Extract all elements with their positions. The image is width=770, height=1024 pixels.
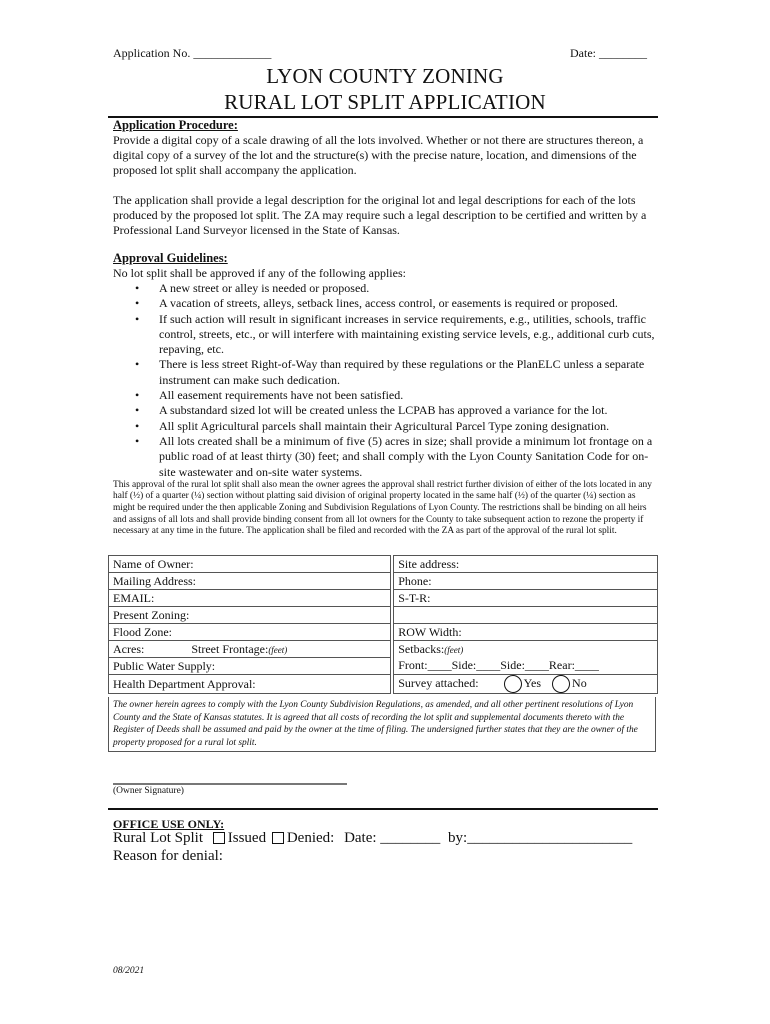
office-date-field[interactable]: Date: ________ (344, 830, 441, 846)
survey-no-option[interactable] (552, 676, 587, 690)
header-date: Date: ________ (570, 46, 647, 60)
setbacks-label: Setbacks: (398, 642, 445, 656)
setbacks-unit: (feet) (444, 645, 464, 655)
procedure-heading: Application Procedure: (113, 118, 238, 132)
no-label: No (572, 675, 587, 690)
survey-yes-option[interactable] (504, 676, 541, 690)
owner-name-field[interactable]: Name of Owner: (109, 556, 391, 573)
office-by-field[interactable]: by:______________________ (448, 830, 633, 846)
list-item: • A substandard sized lot will be created unless the LCPAB has approved a variance for the lot. (113, 403, 658, 418)
denied-checkbox[interactable] (272, 832, 284, 844)
list-item: • A vacation of streets, alleys, setback lines, access control, or easements is required or proposed. (113, 296, 658, 311)
email-field[interactable]: EMAIL: (109, 590, 391, 607)
procedure-paragraph-1: Provide a digital copy of a scale drawing of all the lots involved. Whether or not there are structures thereon, a digital copy of a survey of the lot and the structure(s) with the precise nature, location, and dimensions of the proposed lot split shall accompany the application. (113, 133, 644, 177)
list-item: • A new street or alley is needed or proposed. (113, 281, 658, 296)
flood-zone-field[interactable]: Flood Zone: (109, 624, 391, 641)
present-zoning-field[interactable]: Present Zoning: (109, 607, 391, 624)
guidelines-list (113, 281, 658, 480)
list-item: • All lots created shall be a minimum of five (5) acres in size; shall provide a minimum lot frontage on a public road of at least thirty (30) feet; and shall comply with the Lyon County Sanitation Code for on-site wastewater and on-site water systems. (113, 434, 658, 480)
reason-for-denial-label: Reason for denial: (113, 848, 223, 864)
page-title: LYON COUNTY ZONING (266, 64, 504, 88)
health-dept-field[interactable]: Health Department Approval: (109, 675, 391, 694)
agreement-statement: The owner herein agrees to comply with the Lyon County Subdivision Regulations, as amended, and all other pertinent resolutions of Lyon County and the State of Kansas statutes. It is agreed that all costs of recording the lot split and supplemental documents thereto with the Register of Deeds shall be assumed and paid by the owner at the time of filing. The undersigned further states that they are the owner of the property proposed for a rural lot split. (108, 697, 656, 752)
procedure-section (113, 118, 658, 238)
acres-frontage-cell[interactable] (109, 641, 391, 658)
row-width-field[interactable]: ROW Width: (394, 624, 658, 641)
mailing-address-field[interactable]: Mailing Address: (109, 573, 391, 590)
acres-label: Acres: (113, 641, 145, 656)
list-item: • If such action will result in significant increases in service requirements, e.g., utilities, schools, traffic control, streets, etc., or will interfere with maintaining existing service levels, e.g., additional curb cuts, repaving, etc. (113, 312, 658, 358)
rural-lot-split-label: Rural Lot Split (113, 830, 203, 846)
setbacks-cell[interactable] (394, 641, 658, 675)
yes-radio[interactable] (504, 675, 522, 693)
no-radio[interactable] (552, 675, 570, 693)
survey-attached-label: Survey attached: (398, 675, 479, 690)
empty-cell (394, 607, 658, 624)
public-water-field[interactable]: Public Water Supply: (109, 658, 391, 675)
list-item: • All easement requirements have not been satisfied. (113, 388, 658, 403)
site-address-field[interactable]: Site address: (394, 556, 658, 573)
page-subtitle: RURAL LOT SPLIT APPLICATION (224, 90, 546, 114)
owner-signature-line[interactable] (113, 783, 347, 785)
guidelines-section (113, 251, 658, 538)
survey-attached-cell (394, 675, 658, 694)
frontage-unit: (feet) (268, 644, 288, 655)
procedure-paragraph-2: The application shall provide a legal description for the original lot and legal descriptions for each of the lots produced by the proposed lot split. The ZA may require such a legal description to be certified and written by a Professional Land Surveyor licensed in the State of Kansas. (113, 193, 647, 237)
setbacks-line: Front:____Side:____Side:____Rear:____ (398, 658, 599, 672)
str-field[interactable]: S-T-R: (394, 590, 658, 607)
guidelines-heading: Approval Guidelines: (113, 251, 228, 265)
application-number: Application No. _____________ (113, 46, 272, 60)
office-rule (108, 808, 658, 810)
list-item: • There is less street Right-of-Way than required by these regulations or the PlanELC unless a separate instrument can make such dedication. (113, 357, 658, 388)
restriction-paragraph: This approval of the rural lot split shall also mean the owner agrees the approval shall restrict further division of either of the lots located in any half (½) of a quarter (¼) section without platting said division of original property located in the same half (½) of the quarter (¼) section as might be required under the then applicable Zoning and Subdivision Regulations of Lyon County. The restrictions shall be binding on all heirs and assigns of all lots and shall provide binding consent from all lot owners for the County to take subsequent action to rezone the property if necessary at any time in the future. The application shall be filed and recorded with the ZA as part of the approval of the rural lot split. (113, 479, 652, 537)
office-use-heading: OFFICE USE ONLY: (113, 817, 225, 831)
owner-signature-caption: (Owner Signature) (113, 786, 184, 796)
denied-label: Denied: (286, 830, 335, 846)
application-form-table (108, 555, 658, 694)
yes-label: Yes (523, 675, 542, 690)
list-item: • All split Agricultural parcels shall maintain their Agricultural Parcel Type zoning designation. (113, 419, 658, 434)
revision-date: 08/2021 (113, 966, 145, 976)
street-frontage-label: Street Frontage: (191, 641, 269, 656)
guidelines-intro: No lot split shall be approved if any of the following applies: (113, 266, 406, 280)
office-status-line (113, 830, 632, 847)
phone-field[interactable]: Phone: (394, 573, 658, 590)
issued-label: Issued (227, 830, 267, 846)
issued-checkbox[interactable] (213, 832, 225, 844)
